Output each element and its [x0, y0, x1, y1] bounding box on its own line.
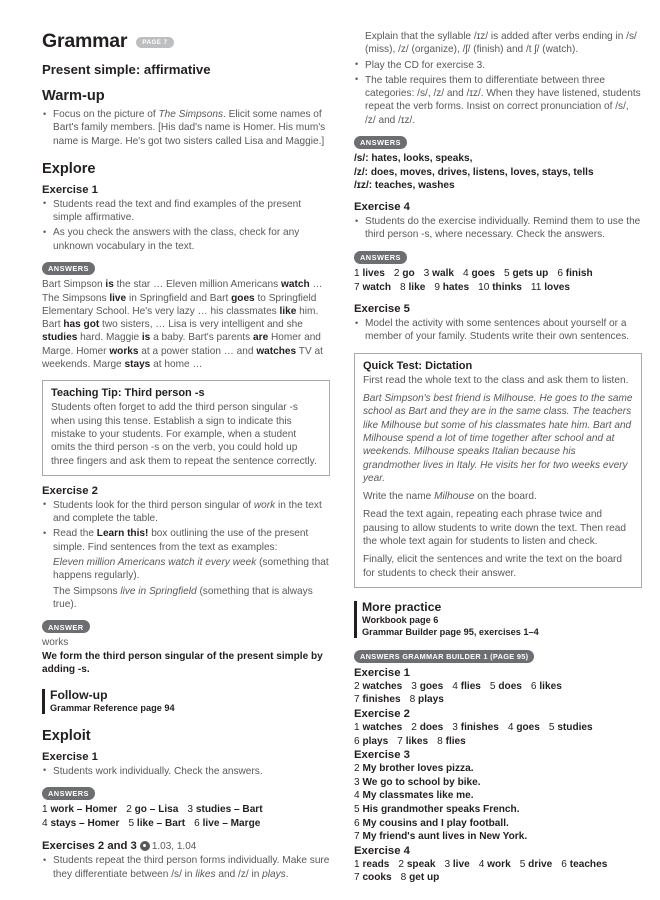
section-heading-explore: Explore — [42, 160, 96, 177]
list-item: • Students repeat the third person forms individually. Make sure they differentiate between /s/ in likes and /z/ in plays. — [42, 854, 330, 881]
page-title-text: Grammar — [42, 30, 128, 52]
gb-exercise-1-answers: 2 watches 3 goes 4 flies 5 does 6 likes 7 finishes 8 plays — [354, 680, 562, 706]
list-item-example: Eleven million Americans watch it every week (something that happens regularly). — [53, 557, 329, 582]
unit-subtitle: Present simple: affirmative — [42, 62, 211, 77]
quick-test-title: Quick Test: Dictation — [363, 359, 473, 372]
exploit-exercise-1-answers: 1 work – Homer 2 go – Lisa 3 studies – Bart 4 stays – Homer 5 like – Bart 6 live – Marge — [42, 804, 263, 829]
quick-test-box — [354, 353, 642, 588]
gb-exercise-1-heading: Exercise 1 — [354, 666, 410, 679]
quick-test-read-line: Read the text again, repeating each phrase twice and pausing to allow students to write down the text. Then read the whole text again for students to listen and check. — [363, 509, 626, 547]
page-columns — [42, 30, 641, 884]
section-heading-warmup: Warm-up — [42, 88, 105, 104]
explore-exercise-1-bullets — [42, 198, 330, 253]
answer-line: /ɪz/: teaches, washes — [354, 179, 455, 191]
teaching-tip-title: Teaching Tip: Third person -s — [51, 387, 205, 400]
quick-test-final-line: Finally, elicit the sentences and write the text on the board for students to check their answer. — [363, 554, 623, 579]
list-item: • Students do the exercise individually. Remind them to use the third person -s, where necessary. Check the answers. — [354, 215, 642, 242]
gb-exercise-3-heading: Exercise 3 — [354, 749, 410, 762]
list-item-example: The Simpsons live in Springfield (something that is always true). — [53, 585, 313, 610]
page-title — [42, 30, 330, 53]
answer-badge: ANSWER — [42, 620, 90, 633]
section-heading-exploit: Exploit — [42, 727, 91, 744]
explore-exercise-2-bullets — [42, 499, 330, 611]
list-item: • The table requires them to differentiate between three categories: /s/, /z/ and /ɪz/. When they have listened, students repeat the verb forms. Insist on correct pronunciation of /s/, /z/ and /ɪz/. — [354, 74, 642, 127]
explore-exercise-1-answer: Bart Simpson is the star … Eleven million Americans watch … The Simpsons live in Springfield and Bart goes to Springfield Elementary School. He's very lazy … his classmates like him. Bart has got two sisters, … Lisa is very intelligent and she studies hard. Maggie is a baby. Bart's parents are Homer and Marge. Homer works at a power station … and watches TV at weekends. Marge stays at home … — [42, 279, 323, 371]
exercise-5-bullets — [354, 317, 642, 344]
list-item: • Students work individually. Check the answers. — [42, 765, 330, 778]
gb-exercise-4-answers: 1 reads 2 speak 3 live 4 work 5 drive 6 teaches 7 cooks 8 get up — [354, 858, 608, 884]
more-practice-block — [354, 600, 642, 639]
explore-exercise-2-answer — [42, 636, 330, 676]
list-item: • Students read the text and find examples of the present simple affirmative. — [42, 198, 330, 225]
pronunciation-answers — [354, 152, 642, 192]
more-practice-workbook[interactable]: Workbook page 6 — [362, 614, 439, 625]
teaching-tip-box — [42, 380, 330, 475]
gb-exercise-2-heading: Exercise 2 — [354, 708, 410, 721]
answer-line: We form the third person singular of the present simple by adding -s. — [42, 650, 323, 675]
exercise-4-heading: Exercise 4 — [354, 201, 410, 214]
continued-bullets — [354, 30, 642, 127]
cd-tracks: 1.03, 1.04 — [151, 841, 197, 853]
exploit-exercises-2-3-bullets — [42, 854, 330, 881]
quick-test-intro: First read the whole text to the class and ask them to listen. — [363, 374, 629, 386]
followup-block — [42, 688, 330, 714]
answers-badge: ANSWERS — [354, 136, 407, 149]
exercise-4-answers: 1 lives 2 go 3 walk 4 goes 5 gets up 6 finish 7 watch 8 like 9 hates 10 thinks 11 loves — [354, 267, 593, 293]
answers-badge: ANSWERS — [354, 251, 407, 264]
teaching-tip-body: Students often forget to add the third person singular -s when using this tense. Establish a sign to indicate this mistake to your students. For example, when a student omits the third person -s on the verb, you could hold up three fingers and ask them to repeat the sentence correctly. — [51, 402, 317, 467]
answer-line: /s/: hates, looks, speaks, — [354, 153, 473, 165]
exploit-exercise-1-bullets — [42, 765, 330, 778]
answers-badge: ANSWERS — [42, 262, 95, 275]
list-item: • Focus on the picture of The Simpsons. Elicit some names of Bart's family members. [His dad's name is Homer. His mum's name is Marge. He's got two sisters called Lisa and Maggie.] — [42, 108, 330, 148]
warmup-bullets — [42, 108, 330, 148]
gb-exercise-4-heading: Exercise 4 — [354, 844, 410, 857]
list-item: • Read the Learn this! box outlining the use of the present simple. Find sentences from the text as examples: — [42, 527, 330, 554]
page-number-badge: PAGE 7 — [136, 37, 173, 48]
explore-exercise-1-heading: Exercise 1 — [42, 183, 98, 196]
answer-line: works — [42, 637, 69, 649]
list-item: • As you check the answers with the class, check for any unknown vocabulary in the text. — [42, 226, 330, 253]
more-practice-grammar-builder[interactable]: Grammar Builder page 95, exercises 1–4 — [362, 627, 539, 638]
list-item: • Model the activity with some sentences about yourself or a member of your family. Students write their own sentences. — [354, 317, 642, 344]
explore-exercise-2-heading: Exercise 2 — [42, 484, 98, 497]
left-column — [42, 30, 330, 882]
list-item: Explain that the syllable /ɪz/ is added after verbs ending in /s/ (miss), /z/ (organize), /ʃ/ (finish) and /t ʃ/ (watch). — [365, 31, 637, 56]
right-column — [354, 30, 642, 882]
exploit-exercise-1-heading: Exercise 1 — [42, 750, 98, 763]
gb-exercise-3-answers: 2 My brother loves pizza. 3 We go to school by bike. 4 My classmates like me. 5 His grandmother speaks French. 6 My cousins and I play football. 7 My friend's aunt lives in New York. — [354, 763, 528, 843]
list-item: • Play the CD for exercise 3. — [354, 59, 642, 72]
more-practice-title: More practice — [362, 599, 442, 614]
exploit-exercises-2-3-label: Exercises 2 and 3 — [42, 840, 137, 853]
answer-line: /z/: does, moves, drives, listens, loves, stays, tells — [354, 166, 594, 178]
followup-reference[interactable]: Grammar Reference page 94 — [50, 703, 175, 714]
grammar-builder-answers-badge: ANSWERS GRAMMAR BUILDER 1 (PAGE 95) — [354, 650, 534, 663]
gb-exercise-2-answers: 1 watches 2 does 3 finishes 4 goes 5 studies 6 plays 7 likes 8 flies — [354, 722, 593, 747]
quick-test-board-line: Write the name Milhouse on the board. — [363, 491, 537, 503]
exercise-5-heading: Exercise 5 — [354, 303, 410, 316]
quick-test-dictation-text: Bart Simpson's best friend is Milhouse. He goes to the same school as Bart and they are in the same class. The teachers like Milhouse but some of his classmates hate him. Bart and Milhouse spend a lot of time together after school and at weekends. Milhouse speaks Italian because his grandmother lives in Italy. He visits her for two weeks every year. — [363, 393, 633, 484]
exercise-4-bullets — [354, 215, 642, 242]
answers-badge: ANSWERS — [42, 787, 95, 800]
followup-title: Follow-up — [50, 688, 108, 703]
list-item: • Students look for the third person singular of work in the text and complete the table. — [42, 499, 330, 526]
cd-icon — [140, 841, 150, 851]
exploit-exercises-2-3-heading — [42, 839, 330, 852]
